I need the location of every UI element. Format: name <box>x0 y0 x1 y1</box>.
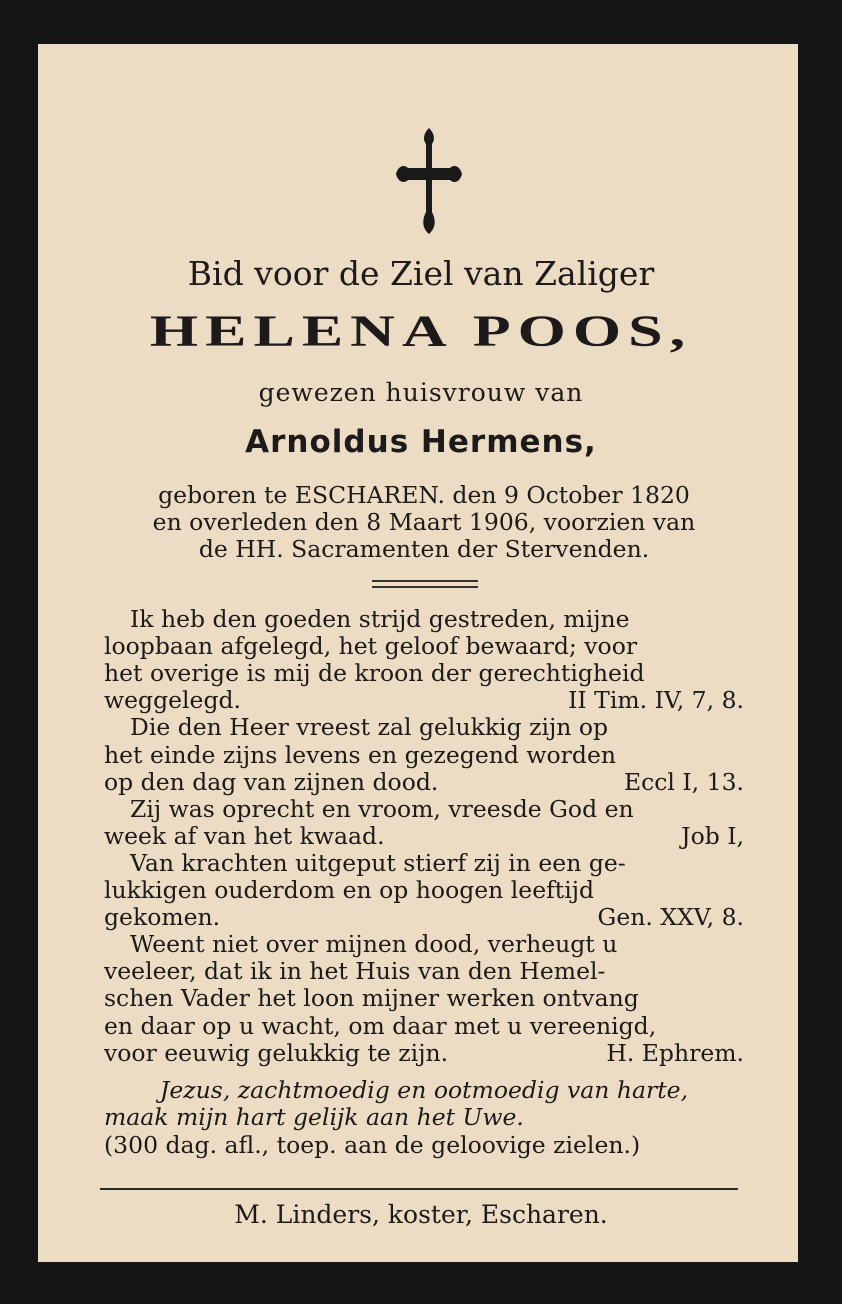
verse-text: het einde zijns levens en gezegend worden <box>104 740 616 769</box>
verse-text: lukkigen ouderdom en op hoogen leeftijd <box>104 876 595 904</box>
divider-rule <box>372 580 478 582</box>
verse-line <box>104 1039 744 1067</box>
indulgence-text: (300 dag. afl., toep. aan de geloovige zielen.) <box>104 1131 641 1159</box>
birth-line: de HH. Sacramenten der Stervenden. <box>198 535 650 563</box>
husband-name: Arnoldus Hermens, <box>245 424 597 460</box>
prayer-line: Jezus, zachtmoedig en ootmoedig van harte, <box>159 1076 689 1104</box>
verse-text: het overige is mij de kroon der gerechtigheid <box>104 659 645 688</box>
verse-text: voor eeuwig gelukkig te zijn. <box>104 1038 449 1067</box>
verse-text: Weent niet over mijnen dood, verheugt u <box>130 930 618 959</box>
verse-text: en daar op u wacht, om daar met u vereenigd, <box>104 1011 657 1040</box>
verse-text: weggelegd. <box>104 686 241 715</box>
verse-text: week af van het kwaad. <box>104 821 385 850</box>
verse-text: Ik heb den goeden strijd gestreden, mijne <box>130 605 630 633</box>
verse-line <box>104 876 744 904</box>
verse-text: schen Vader het loon mijner werken ontvang <box>104 984 639 1013</box>
verse-reference: Job I, <box>681 821 744 850</box>
verse-text: Van krachten uitgeput stierf zij in een ge- <box>130 848 626 877</box>
verse-text: loopbaan afgelegd, het geloof bewaard; voor <box>104 632 638 661</box>
prayer-line: maak mijn hart gelijk aan het Uwe. <box>104 1103 524 1131</box>
verse-line <box>104 957 744 985</box>
verse-line <box>104 822 744 850</box>
verse-line <box>104 903 744 931</box>
deceased-name: HELENA POOS, <box>149 306 693 356</box>
verse-reference: II Tim. IV, 7, 8. <box>568 686 744 715</box>
birth-line: geboren te ESCHAREN. den 9 October 1820 <box>158 481 690 509</box>
verse-text: gekomen. <box>104 903 221 932</box>
verse-text: op den dag van zijnen dood. <box>104 767 439 796</box>
verse-line <box>104 686 744 714</box>
verse-line <box>130 713 744 741</box>
verse-reference: H. Ephrem. <box>606 1038 744 1067</box>
divider-rule <box>372 586 478 588</box>
relation-text: gewezen huisvrouw van <box>258 378 584 407</box>
verse-reference: Gen. XXV, 8. <box>597 903 744 932</box>
verse-line <box>104 659 744 687</box>
verse-line <box>104 1012 744 1040</box>
verse-line <box>104 984 744 1012</box>
card-heading: Bid voor de Ziel van Zaliger <box>187 254 655 293</box>
printer-footer: M. Linders, koster, Escharen. <box>234 1200 608 1229</box>
verse-line <box>104 632 744 660</box>
verse-line <box>130 605 744 633</box>
cross-icon <box>394 126 464 236</box>
verse-text: veeleer, dat ik in het Huis van den Hemel- <box>104 957 606 986</box>
birth-line: en overleden den 8 Maart 1906, voorzien van <box>152 508 696 536</box>
verse-line <box>130 795 744 823</box>
verse-reference: Eccl I, 13. <box>623 767 744 796</box>
footer-rule <box>100 1188 738 1190</box>
verse-line <box>130 930 744 958</box>
verse-line <box>104 768 744 796</box>
verse-text: Die den Heer vreest zal gelukkig zijn op <box>130 713 609 742</box>
verse-line <box>130 849 744 877</box>
verse-line <box>104 741 744 769</box>
verse-text: Zij was oprecht en vroom, vreesde God en <box>130 794 634 823</box>
